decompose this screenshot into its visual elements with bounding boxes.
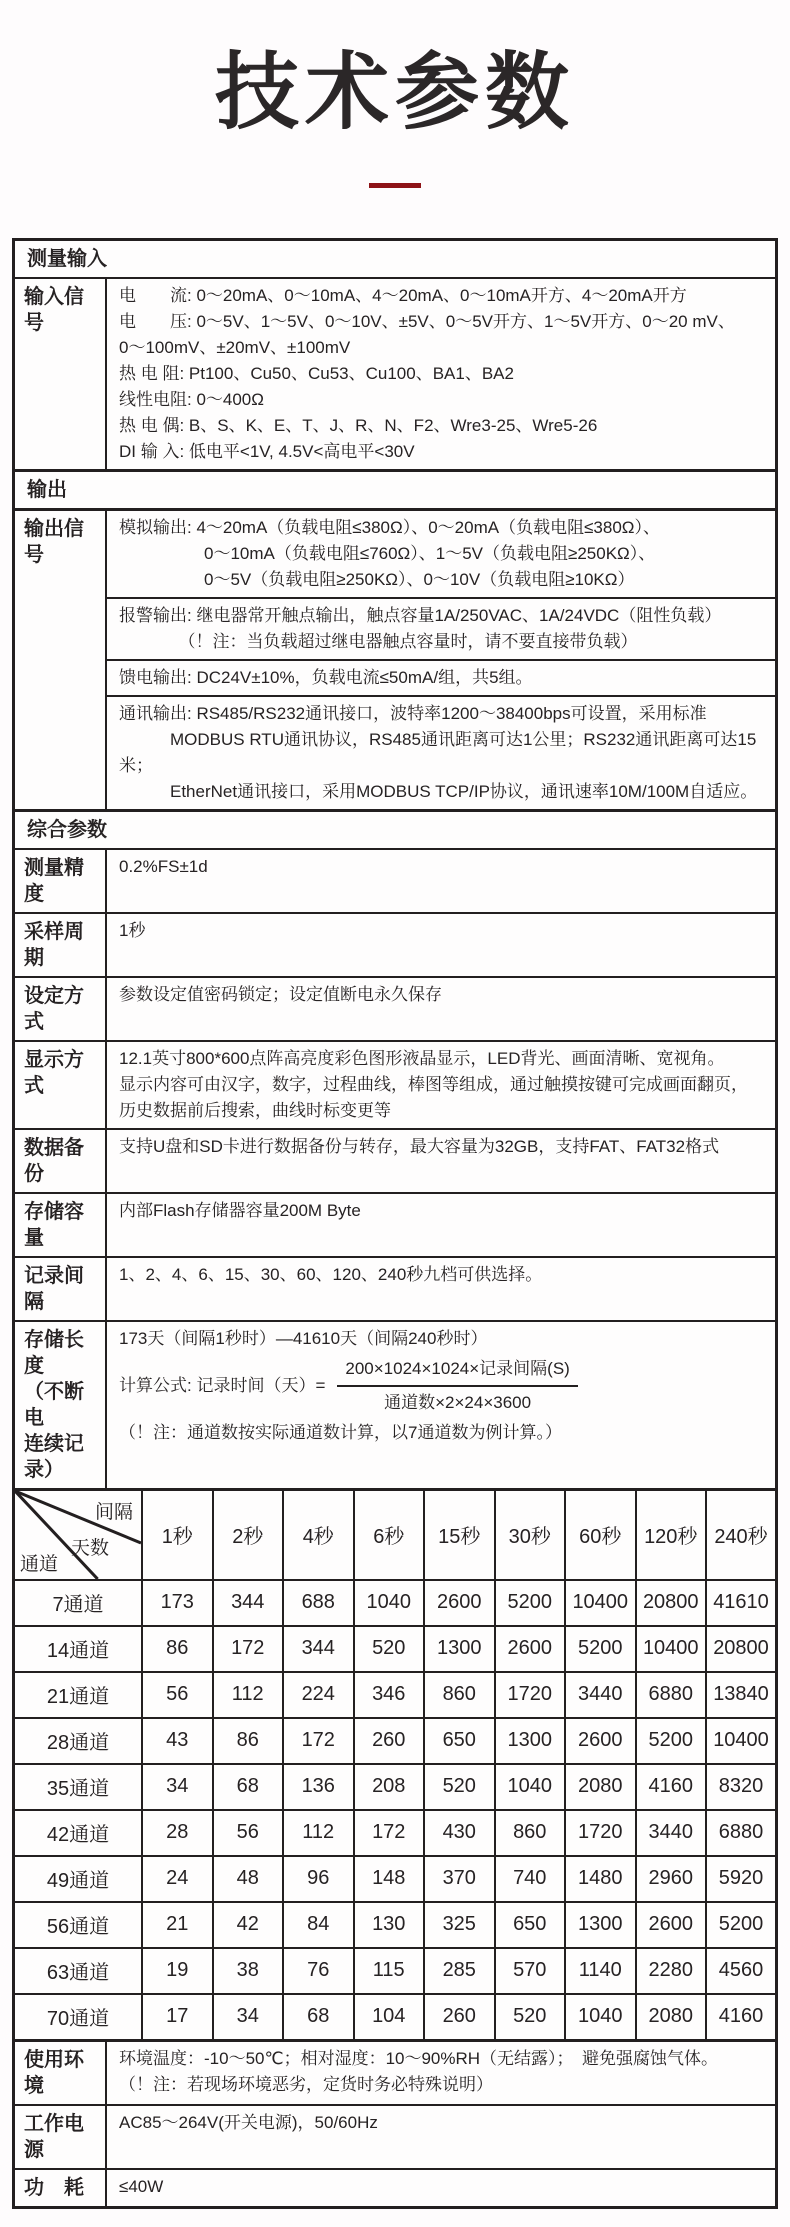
channel-table-head [14, 1489, 777, 1580]
text-line: 热 电 偶: B、S、K、E、T、J、R、N、F2、Wre3-25、Wre5-26 [119, 415, 598, 435]
corner-label-interval: 间隔 [94, 1501, 133, 1523]
days-value-cell: 112 [213, 1672, 284, 1718]
days-value-cell: 1300 [565, 1902, 636, 1948]
days-value-cell: 1720 [565, 1810, 636, 1856]
text-line: 模拟输出: 4～20mA（负载电阻≤380Ω）、0～20mA（负载电阻≤380Ω）、 [119, 517, 660, 537]
days-value-cell: 48 [213, 1856, 284, 1902]
days-value-cell: 20800 [636, 1580, 707, 1626]
channel-label-cell: 49通道 [14, 1856, 143, 1902]
spec-row-sample-period [15, 912, 775, 976]
text-line: MODBUS RTU通讯协议，RS485通讯距离可达1公里；RS232通讯距离可达15米； [119, 729, 757, 775]
storage-note-text: （！注：通道数按实际通道数计算，以7通道数为例计算。） [119, 1422, 562, 1442]
days-value-cell: 260 [354, 1718, 425, 1764]
corner-label-days: 天数 [71, 1537, 110, 1559]
channel-row [14, 1948, 777, 1994]
spec-table [12, 238, 778, 1491]
page-title: 技术参数 [214, 45, 575, 139]
interval-header-cell: 60秒 [565, 1489, 636, 1580]
days-value-cell: 430 [424, 1810, 495, 1856]
days-value-cell: 21 [142, 1902, 213, 1948]
days-value-cell: 41610 [706, 1580, 777, 1626]
text-line: 0～100mV、±20mV、±100mV [119, 337, 351, 357]
days-value-cell: 10400 [636, 1626, 707, 1672]
days-value-cell: 688 [283, 1580, 354, 1626]
row-content [107, 2170, 775, 2206]
text-line: （！注：若现场环境恶劣，定货时务必特殊说明） [119, 2074, 493, 2094]
days-value-cell: 42 [213, 1902, 284, 1948]
days-value-cell: 346 [354, 1672, 425, 1718]
days-value-cell: 860 [495, 1810, 566, 1856]
row-label: 设定方式 [15, 978, 107, 1040]
channel-label-cell: 14通道 [14, 1626, 143, 1672]
days-value-cell: 19 [142, 1948, 213, 1994]
channel-label-cell: 35通道 [14, 1764, 143, 1810]
channel-label-cell: 28通道 [14, 1718, 143, 1764]
text-line: 支持U盘和SD卡进行数据备份与转存，最大容量为32GB，支持FAT、FAT32格式 [119, 1136, 720, 1156]
text-line: 线性电阻: 0～400Ω [119, 389, 264, 409]
interval-header-cell: 240秒 [706, 1489, 777, 1580]
days-value-cell: 173 [142, 1580, 213, 1626]
channel-row [14, 1902, 777, 1948]
diagonal-header-cell [14, 1489, 143, 1580]
channel-row [14, 1810, 777, 1856]
formula-numerator: 200×1024×1024×记录间隔(S) [337, 1356, 577, 1387]
interval-header-cell: 2秒 [213, 1489, 284, 1580]
row-content [107, 279, 775, 469]
days-value-cell: 172 [213, 1626, 284, 1672]
days-value-cell: 860 [424, 1672, 495, 1718]
channel-label-cell: 63通道 [14, 1948, 143, 1994]
days-value-cell: 84 [283, 1902, 354, 1948]
formula-fraction [337, 1356, 577, 1416]
section-header-output: 输出 [15, 469, 775, 508]
text-line: 1秒 [119, 920, 146, 940]
row-label: 采样周期 [15, 914, 107, 976]
corner-label-channel: 通道 [20, 1553, 59, 1575]
days-value-cell: 2080 [565, 1764, 636, 1810]
channel-label-cell: 21通道 [14, 1672, 143, 1718]
days-value-cell: 520 [495, 1994, 566, 2041]
days-value-cell: 2280 [636, 1948, 707, 1994]
record-time-formula [119, 1356, 770, 1416]
days-value-cell: 172 [283, 1718, 354, 1764]
days-value-cell: 1040 [565, 1994, 636, 2041]
days-value-cell: 96 [283, 1856, 354, 1902]
feed-output-subrow [107, 661, 775, 697]
row-content [107, 2106, 775, 2168]
text-line: 0.2%FS±1d [119, 856, 208, 876]
power-consumption-row [15, 2168, 775, 2206]
spec-row-display [15, 1040, 775, 1128]
spec-row-record-interval [15, 1256, 775, 1320]
days-value-cell: 224 [283, 1672, 354, 1718]
interval-header-cell: 15秒 [424, 1489, 495, 1580]
days-value-cell: 34 [213, 1994, 284, 2041]
days-value-cell: 34 [142, 1764, 213, 1810]
days-value-cell: 104 [354, 1994, 425, 2041]
days-value-cell: 38 [213, 1948, 284, 1994]
days-value-cell: 86 [213, 1718, 284, 1764]
power-supply-row [15, 2104, 775, 2168]
channel-table-header-row [14, 1489, 777, 1580]
channel-row [14, 1994, 777, 2041]
storage-range-text: 173天（间隔1秒时）—41610天（间隔240秒时） [119, 1328, 488, 1348]
channel-row [14, 1626, 777, 1672]
formula-prefix: 计算公式: 记录时间（天）= [119, 1375, 326, 1395]
days-value-cell: 570 [495, 1948, 566, 1994]
days-value-cell: 5920 [706, 1856, 777, 1902]
days-value-cell: 4160 [636, 1764, 707, 1810]
text-line: 馈电输出: DC24V±10%，负载电流≤50mA/组，共5组。 [119, 667, 533, 687]
row-content [107, 978, 775, 1040]
days-value-cell: 1040 [495, 1764, 566, 1810]
days-value-cell: 10400 [706, 1718, 777, 1764]
channel-row [14, 1580, 777, 1626]
analog-output-subrow [107, 511, 775, 599]
days-value-cell: 3440 [636, 1810, 707, 1856]
days-value-cell: 5200 [495, 1580, 566, 1626]
days-value-cell: 172 [354, 1810, 425, 1856]
text-line: （！注：当负载超过继电器触点容量时，请不要直接带负载） [119, 631, 638, 651]
interval-header-cell: 6秒 [354, 1489, 425, 1580]
row-content [107, 850, 775, 912]
days-value-cell: 325 [424, 1902, 495, 1948]
environment-row [15, 2042, 775, 2104]
text-line: 显示内容可由汉字，数字，过程曲线，棒图等组成，通过触摸按键可完成画面翻页， [119, 1074, 748, 1094]
days-value-cell: 1140 [565, 1948, 636, 1994]
days-value-cell: 115 [354, 1948, 425, 1994]
days-value-cell: 650 [495, 1902, 566, 1948]
text-line: EtherNet通讯接口，采用MODBUS TCP/IP协议，通讯速率10M/100M自适应。 [119, 781, 758, 801]
days-value-cell: 56 [213, 1810, 284, 1856]
channel-days-table [12, 1488, 778, 2042]
section-header-general: 综合参数 [15, 809, 775, 848]
days-value-cell: 4160 [706, 1994, 777, 2041]
days-value-cell: 130 [354, 1902, 425, 1948]
text-line: 内部Flash存储器容量200M Byte [119, 1200, 361, 1220]
text-line: 存储长度 [24, 1328, 84, 1377]
row-label: 存储容量 [15, 1194, 107, 1256]
spec-row-backup [15, 1128, 775, 1192]
days-value-cell: 112 [283, 1810, 354, 1856]
row-label: 测量精度 [15, 850, 107, 912]
row-content [107, 2042, 775, 2104]
days-value-cell: 370 [424, 1856, 495, 1902]
days-value-cell: 2080 [636, 1994, 707, 2041]
interval-header-cell: 1秒 [142, 1489, 213, 1580]
days-value-cell: 86 [142, 1626, 213, 1672]
channel-row [14, 1856, 777, 1902]
days-value-cell: 2600 [636, 1902, 707, 1948]
row-label: 功 耗 [15, 2170, 107, 2206]
channel-label-cell: 42通道 [14, 1810, 143, 1856]
channel-table-body [14, 1580, 777, 2041]
section-header-measure-input: 测量输入 [27, 247, 107, 270]
days-value-cell: 20800 [706, 1626, 777, 1672]
days-value-cell: 2960 [636, 1856, 707, 1902]
text-line: 历史数据前后搜索，曲线时标变更等 [119, 1100, 391, 1120]
days-value-cell: 344 [213, 1580, 284, 1626]
title-accent-divider [369, 183, 421, 188]
row-content [107, 1194, 775, 1256]
spec-row-accuracy [15, 848, 775, 912]
days-value-cell: 1720 [495, 1672, 566, 1718]
days-value-cell: 2600 [495, 1626, 566, 1672]
days-value-cell: 68 [283, 1994, 354, 2041]
days-value-cell: 6880 [706, 1810, 777, 1856]
days-value-cell: 5200 [706, 1902, 777, 1948]
days-value-cell: 148 [354, 1856, 425, 1902]
days-value-cell: 520 [424, 1764, 495, 1810]
days-value-cell: 13840 [706, 1672, 777, 1718]
row-label: 显示方式 [15, 1042, 107, 1128]
row-content [107, 511, 775, 809]
text-line: 热 电 阻: Pt100、Cu50、Cu53、Cu100、BA1、BA2 [119, 363, 514, 383]
row-label [15, 1322, 107, 1488]
row-content [107, 1130, 775, 1192]
days-value-cell: 136 [283, 1764, 354, 1810]
days-value-cell: 24 [142, 1856, 213, 1902]
days-value-cell: 285 [424, 1948, 495, 1994]
days-value-cell: 76 [283, 1948, 354, 1994]
days-value-cell: 5200 [636, 1718, 707, 1764]
days-value-cell: 2600 [424, 1580, 495, 1626]
spec-row-setting-method [15, 976, 775, 1040]
days-value-cell: 17 [142, 1994, 213, 2041]
days-value-cell: 1480 [565, 1856, 636, 1902]
text-line: 环境温度：-10～50℃；相对湿度：10～90%RH（无结露）； 避免强腐蚀气体。 [119, 2048, 719, 2068]
text-line: （不断电 [24, 1380, 84, 1429]
days-value-cell: 5200 [565, 1626, 636, 1672]
days-value-cell: 1040 [354, 1580, 425, 1626]
channel-label-cell: 56通道 [14, 1902, 143, 1948]
row-label: 输入信号 [15, 279, 107, 469]
channel-row [14, 1718, 777, 1764]
text-line: 连续记录） [24, 1432, 84, 1481]
text-line: 通讯输出: RS485/RS232通讯接口，波特率1200～38400bps可设置，采用标准 [119, 703, 707, 723]
days-value-cell: 68 [213, 1764, 284, 1810]
row-content [107, 1258, 775, 1320]
days-value-cell: 650 [424, 1718, 495, 1764]
row-label: 数据备份 [15, 1130, 107, 1192]
alarm-output-subrow [107, 599, 775, 661]
days-value-cell: 208 [354, 1764, 425, 1810]
row-label: 使用环境 [15, 2042, 107, 2104]
text-line: DI 输 入: 低电平<1V, 4.5V<高电平<30V [119, 441, 415, 461]
interval-header-cell: 4秒 [283, 1489, 354, 1580]
text-line: ≤40W [119, 2176, 164, 2196]
days-value-cell: 8320 [706, 1764, 777, 1810]
text-line: 电 流: 0～20mA、0～10mA、4～20mA、0～10mA开方、4～20mA开方 [119, 285, 687, 305]
days-value-cell: 1300 [495, 1718, 566, 1764]
days-value-cell: 520 [354, 1626, 425, 1672]
text-line: AC85～264V(开关电源)，50/60Hz [119, 2112, 378, 2132]
days-value-cell: 260 [424, 1994, 495, 2041]
spec-row-storage-capacity [15, 1192, 775, 1256]
input-signal-row [15, 277, 775, 469]
days-value-cell: 4560 [706, 1948, 777, 1994]
text-line: 0～10mA（负载电阻≤760Ω）、1～5V（负载电阻≥250KΩ）、 [119, 543, 656, 563]
footer-table [12, 2039, 778, 2209]
channel-label-cell: 70通道 [14, 1994, 143, 2041]
formula-denominator: 通道数×2×24×3600 [384, 1392, 532, 1412]
text-line: 12.1英寸800*600点阵高亮度彩色图形液晶显示，LED背光、画面清晰、宽视角。 [119, 1048, 725, 1068]
row-content [107, 914, 775, 976]
days-value-cell: 1300 [424, 1626, 495, 1672]
output-signal-row [15, 508, 775, 809]
text-line: 电 压: 0～5V、1～5V、0～10V、±5V、0～5V开方、1～5V开方、0～20 mV、 [119, 311, 735, 331]
days-value-cell: 43 [142, 1718, 213, 1764]
row-content [107, 1042, 775, 1128]
channel-row [14, 1672, 777, 1718]
row-label: 工作电源 [15, 2106, 107, 2168]
comm-output-subrow [107, 697, 775, 809]
text-line: 0～5V（负载电阻≥250KΩ）、0～10V（负载电阻≥10KΩ） [119, 569, 635, 589]
text-line: 报警输出: 继电器常开触点输出，触点容量1A/250VAC、1A/24VDC（阻性负载） [119, 605, 722, 625]
text-line: 1、2、4、6、15、30、60、120、240秒九档可供选择。 [119, 1264, 543, 1284]
row-content [107, 1322, 775, 1488]
storage-length-row [15, 1320, 775, 1488]
row-label: 输出信号 [15, 511, 107, 809]
interval-header-cell: 30秒 [495, 1489, 566, 1580]
days-value-cell: 740 [495, 1856, 566, 1902]
interval-header-cell: 120秒 [636, 1489, 707, 1580]
days-value-cell: 28 [142, 1810, 213, 1856]
days-value-cell: 10400 [565, 1580, 636, 1626]
days-value-cell: 344 [283, 1626, 354, 1672]
channel-label-cell: 7通道 [14, 1580, 143, 1626]
channel-row [14, 1764, 777, 1810]
row-label: 记录间隔 [15, 1258, 107, 1320]
days-value-cell: 56 [142, 1672, 213, 1718]
days-value-cell: 2600 [565, 1718, 636, 1764]
days-value-cell: 3440 [565, 1672, 636, 1718]
days-value-cell: 6880 [636, 1672, 707, 1718]
text-line: 参数设定值密码锁定；设定值断电永久保存 [119, 984, 442, 1004]
